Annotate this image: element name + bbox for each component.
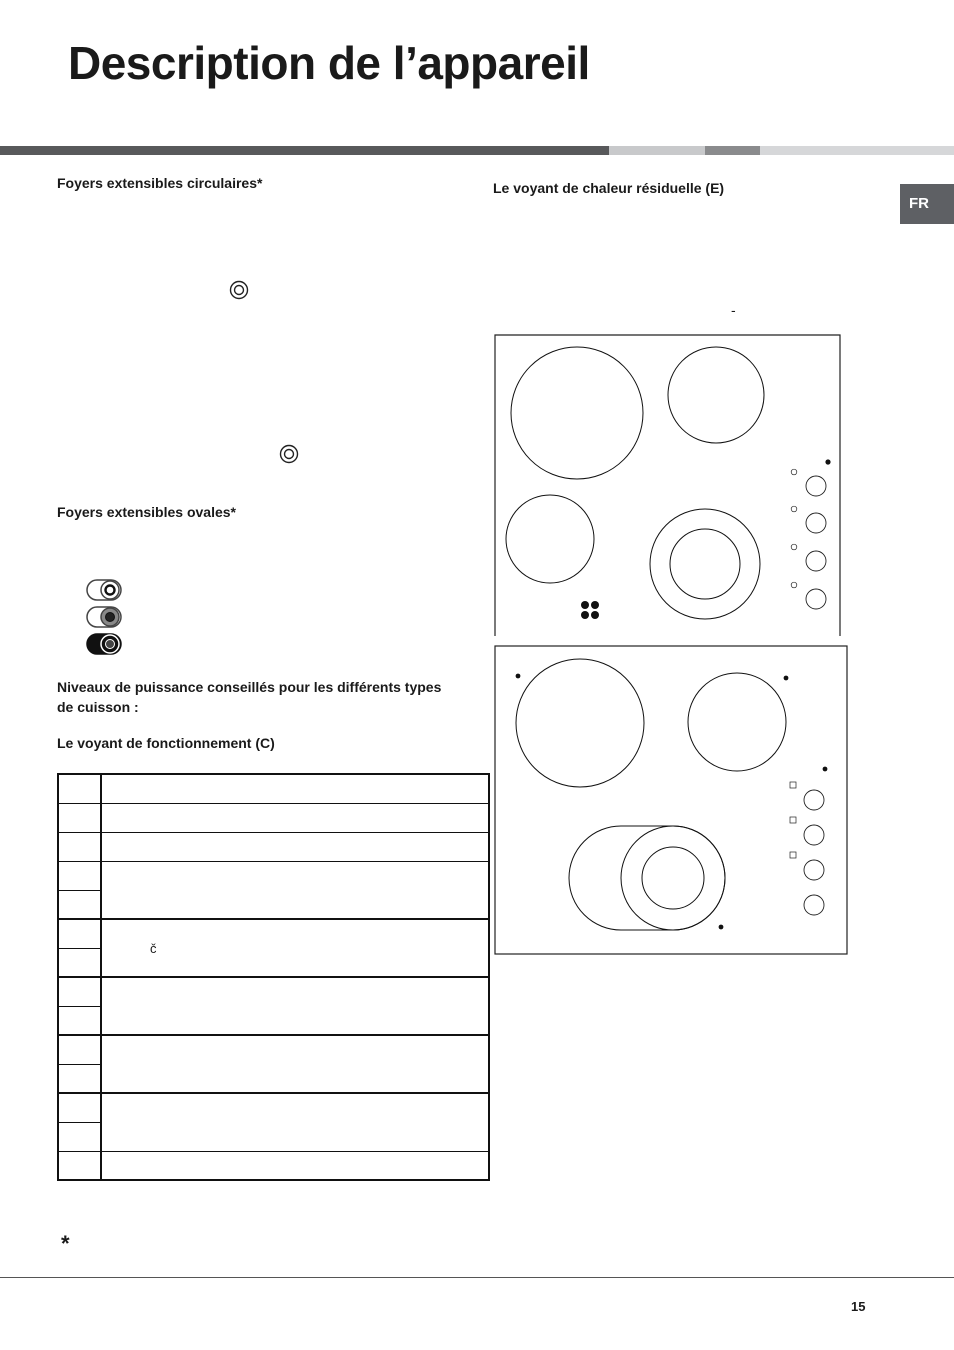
header-bar-lighter — [760, 146, 954, 155]
table-row — [58, 977, 489, 1006]
level-cell — [58, 919, 101, 948]
oval-zone-icon — [86, 605, 124, 629]
page-number: 15 — [851, 1299, 866, 1314]
oval-cooking-zone — [569, 826, 725, 930]
power-levels-table — [57, 773, 490, 1181]
footnote-marker: * — [61, 1231, 70, 1256]
indicator-dot — [719, 925, 724, 930]
operation-light-heading: Le voyant de fonctionnement (C) — [57, 735, 275, 751]
control-knob-icon — [790, 817, 824, 845]
double-ring-icon — [279, 444, 299, 464]
level-cell — [58, 948, 101, 977]
power-levels-heading: Niveaux de puissance conseillés pour les différents types de cuisson : — [57, 679, 442, 715]
table-row — [58, 861, 489, 890]
table-row — [58, 803, 489, 832]
description-cell: č — [101, 919, 489, 977]
control-knob-icon — [790, 852, 824, 880]
cooking-zone — [621, 826, 725, 930]
table-row — [58, 774, 489, 803]
cooking-zone — [668, 347, 764, 443]
description-cell — [101, 832, 489, 861]
description-cell — [101, 1093, 489, 1151]
cooking-zone — [516, 659, 644, 787]
cooking-zone-inner — [642, 847, 704, 909]
double-ring-icon — [229, 280, 249, 300]
control-knob-icon — [791, 582, 826, 609]
level-cell — [58, 1064, 101, 1093]
description-cell — [101, 861, 489, 919]
residual-heat-heading: Le voyant de chaleur résiduelle (E) — [493, 180, 725, 196]
indicator-dot — [516, 674, 521, 679]
circular-zones-heading: Foyers extensibles circulaires* — [57, 175, 263, 191]
description-cell — [101, 774, 489, 803]
level-cell — [58, 774, 101, 803]
table-row — [58, 1093, 489, 1122]
table-row — [58, 832, 489, 861]
control-knob-icon — [804, 895, 824, 915]
control-knob-icon — [791, 469, 826, 496]
level-cell — [58, 977, 101, 1006]
oval-zone-icon — [86, 632, 124, 656]
language-tab: FR — [900, 184, 954, 224]
oval-zone-icon — [86, 578, 124, 602]
header-bar-mid — [705, 146, 760, 155]
header-bar-light — [609, 146, 705, 155]
residual-heat-indicator-icon — [581, 601, 599, 619]
control-knob-icon — [790, 782, 824, 810]
control-knob-icon — [791, 506, 826, 533]
level-cell — [58, 1093, 101, 1122]
level-cell — [58, 1006, 101, 1035]
cooking-zone-inner — [670, 529, 740, 599]
footer-rule — [0, 1277, 954, 1278]
level-cell — [58, 1151, 101, 1180]
cooking-zone — [688, 673, 786, 771]
indicator-dot — [784, 676, 789, 681]
level-cell — [58, 832, 101, 861]
indicator-dot — [825, 459, 830, 464]
cooking-zone — [650, 509, 760, 619]
cooking-zone — [506, 495, 594, 583]
level-cell — [58, 1122, 101, 1151]
stray-dash: - — [731, 302, 736, 318]
table-row — [58, 1151, 489, 1180]
table-row — [58, 919, 489, 948]
level-cell — [58, 1035, 101, 1064]
oval-zones-heading: Foyers extensibles ovales* — [57, 504, 236, 520]
description-cell — [101, 977, 489, 1035]
level-cell — [58, 890, 101, 919]
header-bar-dark — [0, 146, 609, 155]
level-cell — [58, 861, 101, 890]
description-cell — [101, 1035, 489, 1093]
hob-diagram-four-zones — [494, 334, 842, 636]
level-cell — [58, 803, 101, 832]
cooking-zone — [511, 347, 643, 479]
indicator-dot — [823, 767, 828, 772]
page-title: Description de l’appareil — [68, 37, 590, 89]
hob-diagram-oval-zone — [494, 645, 849, 956]
table-row — [58, 1035, 489, 1064]
description-cell — [101, 1151, 489, 1180]
description-cell — [101, 803, 489, 832]
control-knob-icon — [791, 544, 826, 571]
